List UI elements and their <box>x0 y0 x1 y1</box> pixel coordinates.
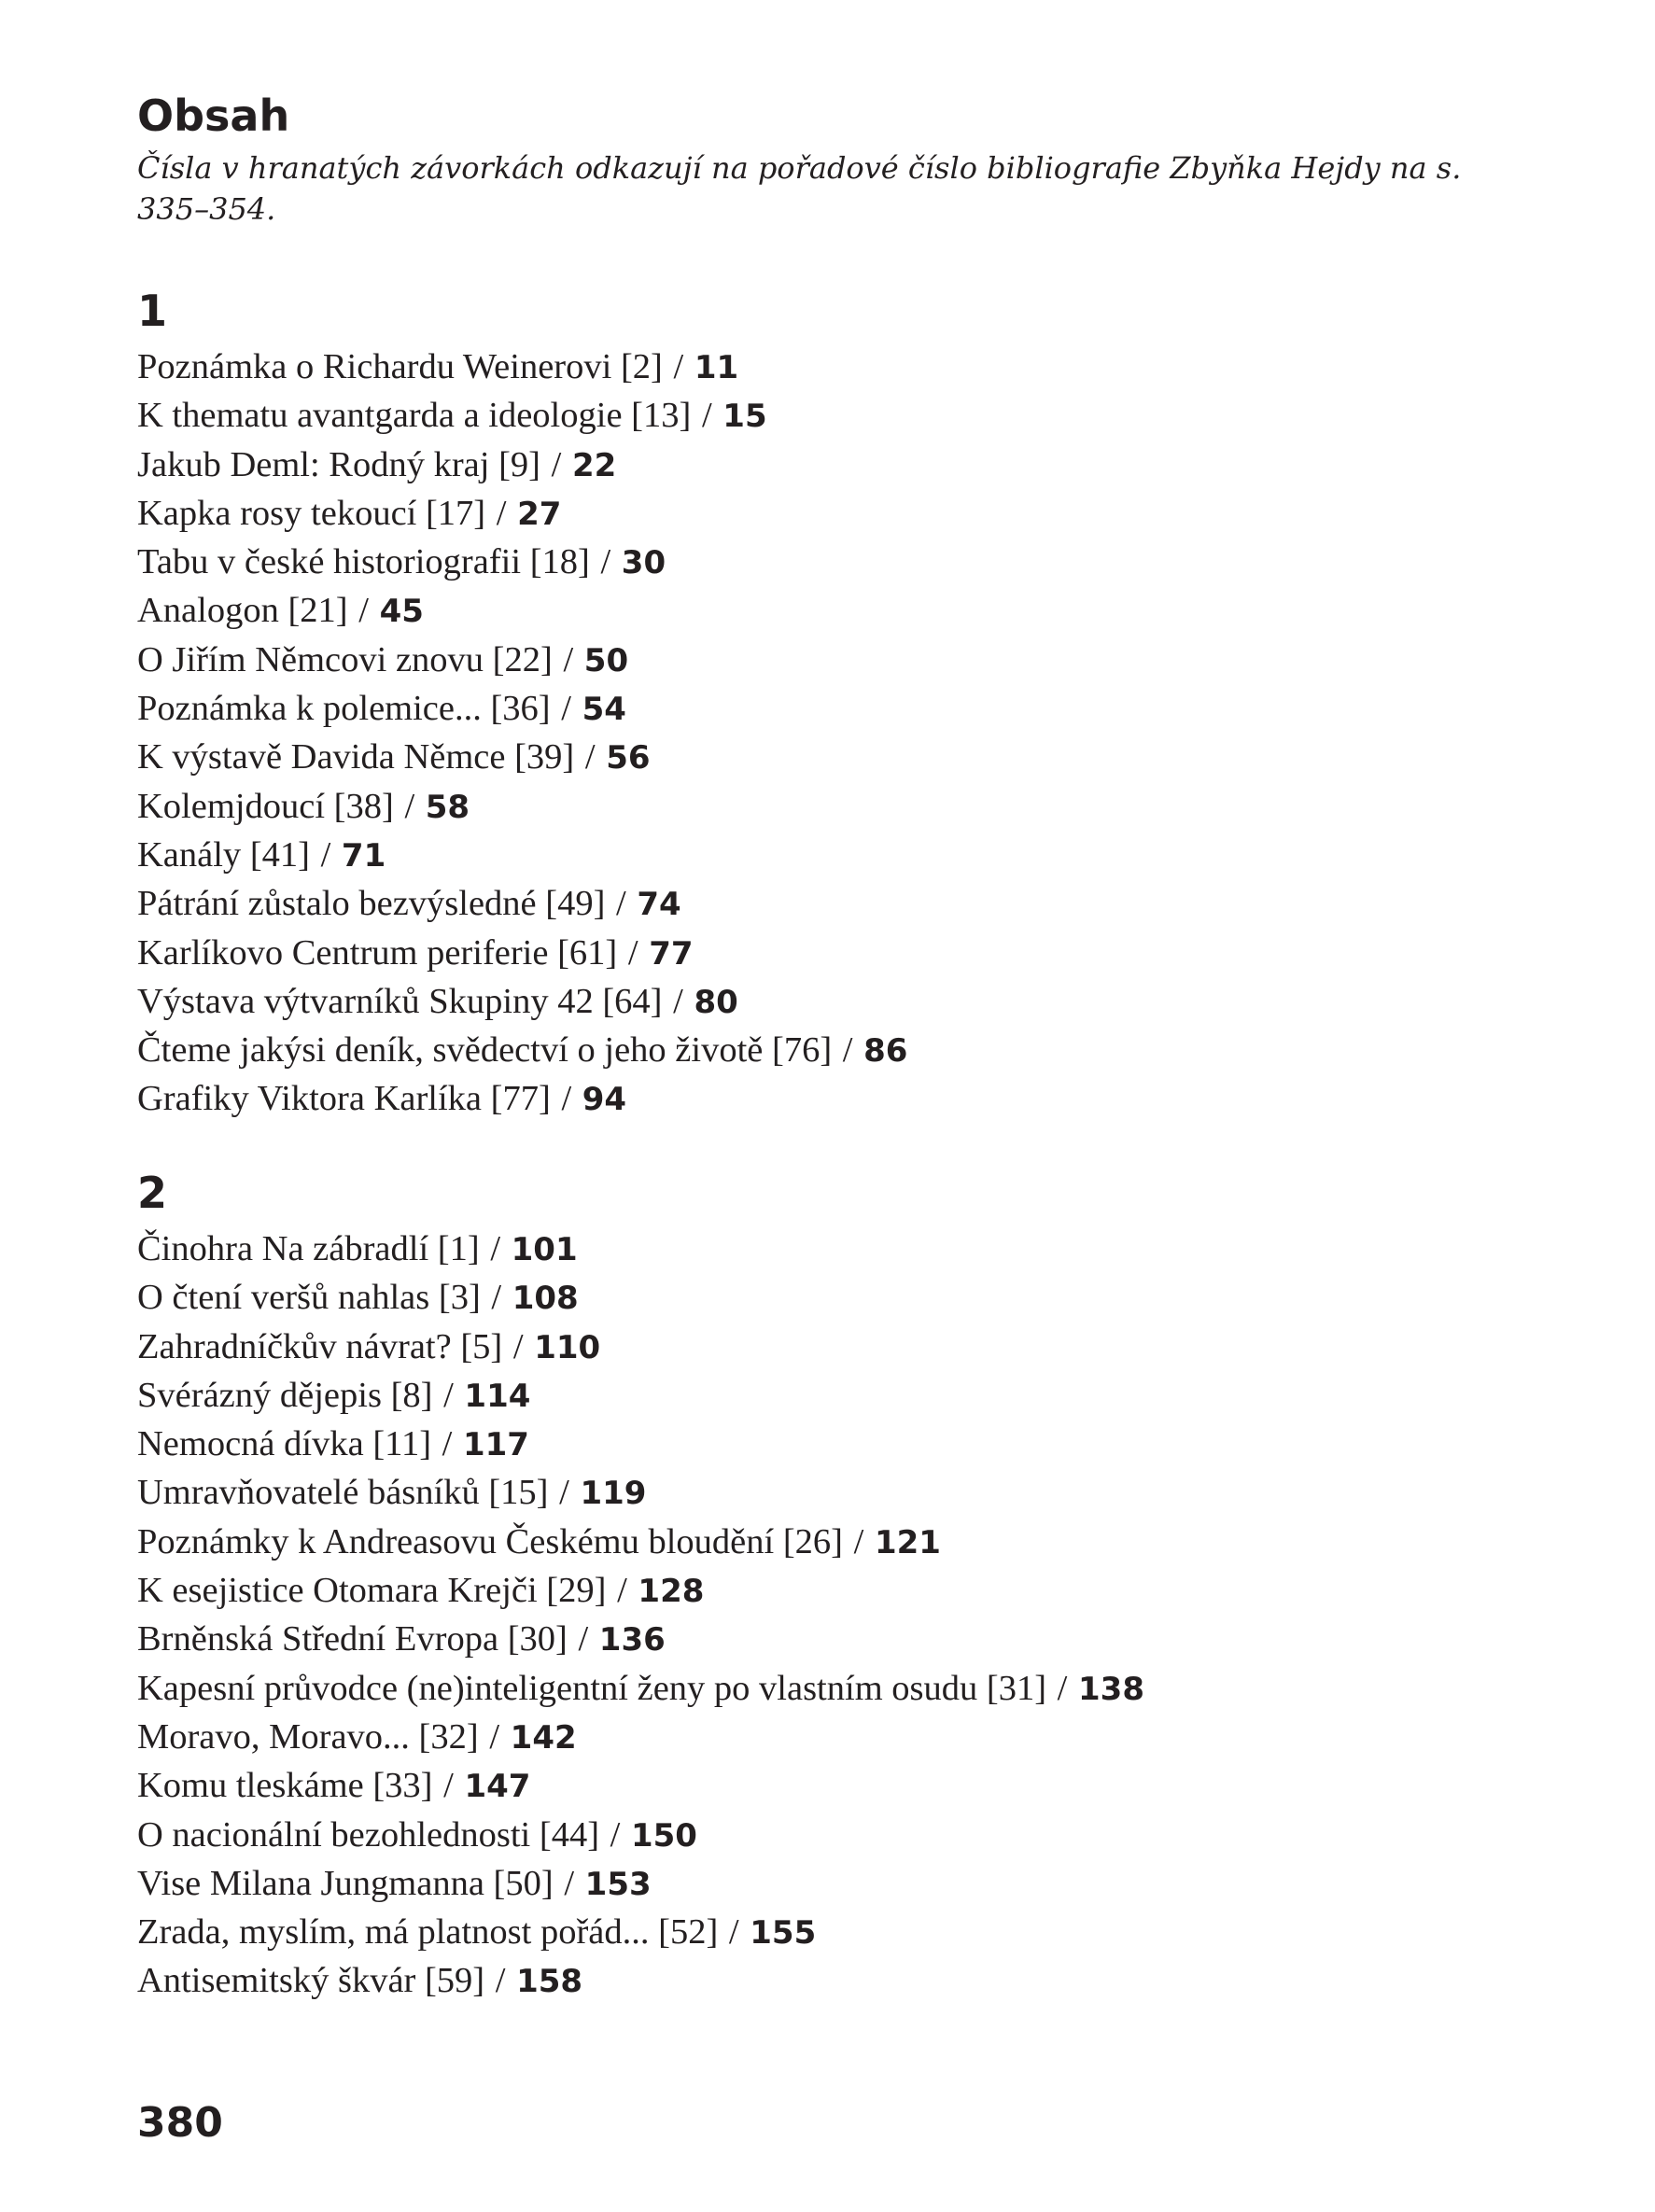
toc-entry-separator: / <box>404 786 415 826</box>
section-number: 2 <box>137 1168 168 1218</box>
toc-entry-title: Poznámka o Richardu Weinerovi <box>137 347 612 386</box>
toc-entry <box>137 1859 1519 1908</box>
toc-entry-separator: / <box>564 1863 575 1903</box>
toc-entry-separator: / <box>443 1766 454 1806</box>
toc-entry-bibliography-ref: [76] <box>772 1030 833 1071</box>
toc-entry-separator: / <box>616 884 626 924</box>
toc-entry <box>137 782 1519 831</box>
toc-entry-page: 27 <box>517 495 562 533</box>
toc-entry-separator: / <box>559 1473 569 1513</box>
toc-entry-page: 54 <box>582 691 626 729</box>
section-number: 1 <box>137 286 168 336</box>
toc-entry-bibliography-ref: [64] <box>602 981 663 1021</box>
toc-entry-page: 58 <box>425 788 470 826</box>
toc-entry-page: 147 <box>464 1768 531 1806</box>
toc-entry-page: 136 <box>598 1621 666 1659</box>
toc-entry-title: Poznámka k polemice... <box>137 689 482 729</box>
toc-entry <box>137 391 1519 440</box>
toc-entry-separator: / <box>512 1326 524 1366</box>
toc-entry-title: Zrada, myslím, má platnost pořád... <box>137 1912 650 1953</box>
toc-entry-page: 101 <box>511 1231 578 1268</box>
toc-entry-page: 94 <box>582 1081 627 1119</box>
toc-entry-separator: / <box>551 444 562 484</box>
toc-entry <box>137 1420 1519 1468</box>
page-title: Obsah <box>137 91 290 141</box>
toc-entry <box>137 1713 1519 1761</box>
toc-entry-page: 121 <box>874 1523 941 1561</box>
toc-entry-title: O nacionální bezohlednosti <box>137 1814 531 1855</box>
toc-entry-title: Čteme jakýsi deník, svědectví o jeho životě <box>137 1030 764 1071</box>
toc-entry-title: Tabu v české historiografii <box>137 542 522 582</box>
toc-entry-bibliography-ref: [49] <box>545 884 606 924</box>
toc-entry-bibliography-ref: [36] <box>490 689 551 729</box>
toc-entry-separator: / <box>495 1961 506 2001</box>
toc-entry-title: Výstava výtvarníků Skupiny 42 <box>137 981 594 1021</box>
toc-entry-bibliography-ref: [50] <box>493 1863 554 1903</box>
page-number: 380 <box>137 2099 223 2147</box>
toc-entry <box>137 1074 1519 1123</box>
toc-entry-page: 114 <box>464 1377 531 1415</box>
toc-entry-page: 74 <box>637 886 681 924</box>
toc-entry-page: 138 <box>1078 1670 1144 1708</box>
toc-entry-bibliography-ref: [30] <box>507 1619 568 1659</box>
toc-entry-page: 11 <box>694 349 739 386</box>
toc-entry-bibliography-ref: [61] <box>557 932 618 973</box>
page-header <box>137 90 1519 230</box>
toc-entry-bibliography-ref: [11] <box>372 1424 432 1464</box>
toc-entry-separator: / <box>563 639 574 679</box>
toc-entry-page: 50 <box>583 641 629 679</box>
toc-section-2 <box>137 1167 1519 2006</box>
toc-entry-page: 22 <box>571 446 617 484</box>
toc-entry <box>137 1026 1519 1074</box>
toc-entry <box>137 1811 1519 1859</box>
toc-entry-bibliography-ref: [9] <box>498 444 540 484</box>
toc-entry-separator: / <box>610 1814 621 1855</box>
toc-entry-title: Svérázný dějepis <box>137 1375 382 1415</box>
toc-entry-title: Nemocná dívka <box>137 1424 364 1464</box>
page-subtitle: Čísla v hranatých závorkách odkazují na pořadové číslo bibliografie Zbyňka Hejdy na s. 335–354. <box>137 150 1462 227</box>
toc-entry-title: K výstavě Davida Němce <box>137 737 506 777</box>
toc-entry-bibliography-ref: [3] <box>438 1278 481 1318</box>
toc-entry-separator: / <box>442 1424 453 1464</box>
toc-entry-title: Umravňovatelé básníků <box>137 1473 480 1513</box>
toc-entry <box>137 1323 1519 1371</box>
toc-entry-bibliography-ref: [8] <box>390 1375 433 1415</box>
toc-entry-separator: / <box>673 347 684 386</box>
toc-entry <box>137 1664 1519 1713</box>
toc-entry-title: O Jiřím Němcovi znovu <box>137 639 484 679</box>
toc-entry-separator: / <box>561 689 571 729</box>
toc-entry-bibliography-ref: [13] <box>631 396 692 436</box>
toc-entry-bibliography-ref: [39] <box>514 737 575 777</box>
toc-entry <box>137 733 1519 781</box>
toc-entry <box>137 1518 1519 1566</box>
toc-entry-bibliography-ref: [22] <box>492 639 553 679</box>
toc-entry-bibliography-ref: [18] <box>529 542 590 582</box>
toc-list <box>137 343 1519 1124</box>
toc-entry <box>137 1566 1519 1615</box>
toc-entry-bibliography-ref: [17] <box>425 493 486 533</box>
toc-entry-separator: / <box>584 737 596 777</box>
toc-entry-separator: / <box>490 1229 501 1268</box>
toc-entry <box>137 879 1519 928</box>
toc-entry-separator: / <box>853 1521 864 1561</box>
toc-entry-separator: / <box>1057 1668 1068 1708</box>
toc-entry-separator: / <box>578 1619 589 1659</box>
toc-entry <box>137 538 1519 586</box>
toc-entry-title: Jakub Deml: Rodný kraj <box>137 444 490 484</box>
toc-entry-bibliography-ref: [44] <box>539 1814 600 1855</box>
toc-entry-bibliography-ref: [32] <box>418 1716 479 1757</box>
toc-entry-page: 150 <box>630 1816 697 1855</box>
toc-entry-page: 153 <box>584 1865 652 1903</box>
toc-entry-bibliography-ref: [33] <box>372 1766 433 1806</box>
toc-entry-bibliography-ref: [52] <box>658 1912 719 1953</box>
toc-entry-bibliography-ref: [29] <box>546 1571 607 1611</box>
toc-entry-page: 108 <box>512 1280 579 1318</box>
toc-entry-separator: / <box>443 1375 454 1415</box>
toc-entry-title: Moravo, Moravo... <box>137 1716 410 1757</box>
toc-entry-page: 56 <box>606 739 651 777</box>
toc-entry <box>137 441 1519 489</box>
toc-entry <box>137 684 1519 733</box>
toc-entry <box>137 636 1519 684</box>
toc-entry <box>137 929 1519 977</box>
toc-entry <box>137 1908 1519 1956</box>
toc-entry <box>137 831 1519 879</box>
toc-entry-separator: / <box>627 932 638 973</box>
toc-entry-title: Kapka rosy tekoucí <box>137 493 417 533</box>
toc-entry <box>137 1371 1519 1420</box>
toc-entry-page: 110 <box>534 1328 601 1366</box>
toc-list <box>137 1225 1519 2006</box>
toc-entry-separator: / <box>561 1079 572 1119</box>
toc-entry <box>137 977 1519 1026</box>
toc-entry-page: 15 <box>722 398 767 436</box>
toc-entry-bibliography-ref: [38] <box>333 786 394 826</box>
toc-entry-title: K esejistice Otomara Krejči <box>137 1571 538 1611</box>
toc-entry-page: 117 <box>462 1426 529 1464</box>
toc-entry-bibliography-ref: [15] <box>488 1473 549 1513</box>
toc-entry-title: Zahradníčkův návrat? <box>137 1326 452 1366</box>
toc-entry-separator: / <box>617 1571 627 1611</box>
toc-entry-page: 128 <box>638 1573 705 1611</box>
toc-entry-bibliography-ref: [26] <box>782 1521 843 1561</box>
toc-entry-title: Vise Milana Jungmanna <box>137 1863 484 1903</box>
toc-entry-title: Komu tleskáme <box>137 1766 364 1806</box>
toc-entry-title: O čtení veršů nahlas <box>137 1278 430 1318</box>
toc-entry-bibliography-ref: [31] <box>986 1668 1047 1708</box>
toc-section-1 <box>137 285 1519 1124</box>
toc-entry-bibliography-ref: [1] <box>437 1229 480 1268</box>
toc-entry-title: Poznámky k Andreasovu Českému bloudění <box>137 1521 775 1561</box>
toc-entry-title: Brněnská Střední Evropa <box>137 1619 499 1659</box>
toc-entry-separator: / <box>358 591 369 631</box>
toc-entry-separator: / <box>728 1912 739 1953</box>
toc-entry-separator: / <box>701 396 712 436</box>
toc-entry <box>137 343 1519 391</box>
toc-entry-separator: / <box>842 1030 853 1071</box>
toc-entry-title: Analogon <box>137 591 279 631</box>
toc-entry <box>137 1468 1519 1517</box>
toc-entry-title: Pátrání zůstalo bezvýsledné <box>137 884 537 924</box>
toc-entry-bibliography-ref: [59] <box>424 1961 485 2001</box>
toc-entry-bibliography-ref: [77] <box>490 1079 551 1119</box>
toc-entry-page: 142 <box>510 1718 577 1757</box>
toc-entry-title: Karlíkovo Centrum periferie <box>137 932 549 973</box>
toc-entry-separator: / <box>600 542 611 582</box>
toc-entry-page: 45 <box>379 593 424 631</box>
toc-entry-page: 80 <box>694 983 738 1021</box>
toc-entry-separator: / <box>489 1716 500 1757</box>
toc-entry-page: 86 <box>863 1032 908 1071</box>
toc-entry-title: Antisemitský škvár <box>137 1961 416 2001</box>
toc-entry-separator: / <box>491 1278 502 1318</box>
toc-entry-title: Kolemjdoucí <box>137 786 326 826</box>
toc-entry <box>137 586 1519 635</box>
toc-entry <box>137 1956 1519 2005</box>
toc-entry-page: 155 <box>750 1914 817 1953</box>
toc-entry-page: 158 <box>516 1963 583 2001</box>
toc-entry-page: 119 <box>580 1475 647 1513</box>
toc-entry-title: Kapesní průvodce (ne)inteligentní ženy po vlastním osudu <box>137 1668 978 1708</box>
toc-entry-bibliography-ref: [2] <box>620 347 663 386</box>
toc-entry-page: 77 <box>649 934 694 973</box>
toc-entry <box>137 1615 1519 1663</box>
toc-entry <box>137 1761 1519 1810</box>
toc-entry-bibliography-ref: [5] <box>460 1326 503 1366</box>
toc-entry-page: 71 <box>341 836 386 875</box>
toc-entry-separator: / <box>320 834 331 875</box>
toc-entry-title: Grafiky Viktora Karlíka <box>137 1079 483 1119</box>
toc-entry <box>137 1273 1519 1322</box>
toc-entry-title: K thematu avantgarda a ideologie <box>137 396 623 436</box>
toc-entry-title: Činohra Na zábradlí <box>137 1229 429 1268</box>
toc-entry-bibliography-ref: [41] <box>249 834 310 875</box>
toc-entry-page: 30 <box>621 544 666 582</box>
toc-entry <box>137 1225 1519 1273</box>
toc-entry-separator: / <box>673 981 683 1021</box>
toc-entry-bibliography-ref: [21] <box>288 591 348 631</box>
toc-entry-separator: / <box>496 493 507 533</box>
toc-entry <box>137 489 1519 538</box>
toc-entry-title: Kanály <box>137 834 242 875</box>
